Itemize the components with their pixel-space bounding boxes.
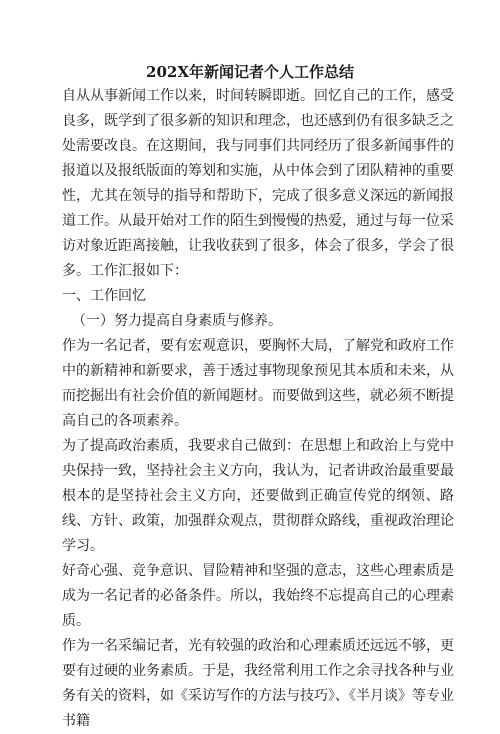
- section-heading: 一、工作回忆: [62, 288, 146, 304]
- body-paragraph: 好奇心强、竞争意识、冒险精神和坚强的意志，这些心理素质是成为一名记者的必备条件。所以，我始终不忘提高自己的心理素质。: [62, 563, 454, 629]
- body-paragraph: 作为一名记者，要有宏观意识，要胸怀大局，了解党和政府工作中的新精神和新要求，善于透过事物现象预见其本质和未来，从而挖掘出有社会价值的新闻题材。而要做到这些，就必须不断提高自己的各项素养。: [62, 338, 454, 429]
- body-paragraph: 为了提高政治素质，我要求自己做到：在思想上和政治上与党中央保持一致，坚持社会主义方向，我认为，记者讲政治最重要最根本的是坚持社会主义方向，还要做到正确宣传党的纲领、路线、方针、政策，加强群众观点，贯彻群众路线，重视政治理论学习。: [62, 438, 454, 554]
- document-body: [62, 84, 454, 734]
- subsection-heading: （一）努力提高自身素质与修养。: [72, 313, 282, 329]
- intro-paragraph: 自从从事新闻工作以来，时间转瞬即逝。回忆自己的工作，感受良多，既学到了很多新的知识和理念，也还感到仍有很多缺乏之处需要改良。在这期间，我与同事们共同经历了很多新闻事件的报道以及报纸版面的筹划和实施，从中体会到了团队精神的重要性，尤其在领导的指导和帮助下，完成了很多意义深远的新闻报道工作。从最开始对工作的陌生到慢慢的热爱，通过与每一位采访对象近距离接触，让我收获到了很多，体会了很多，学会了很多。工作汇报如下：: [62, 88, 454, 279]
- body-paragraph: 作为一名采编记者，光有较强的政治和心理素质还远远不够，更要有过硬的业务素质。于是，我经常利用工作之余寻找各种与业务有关的资料，如《采访写作的方法与技巧》、《半月谈》等专业书籍: [62, 638, 454, 729]
- document-title: 202X年新闻记者个人工作总结: [146, 63, 354, 81]
